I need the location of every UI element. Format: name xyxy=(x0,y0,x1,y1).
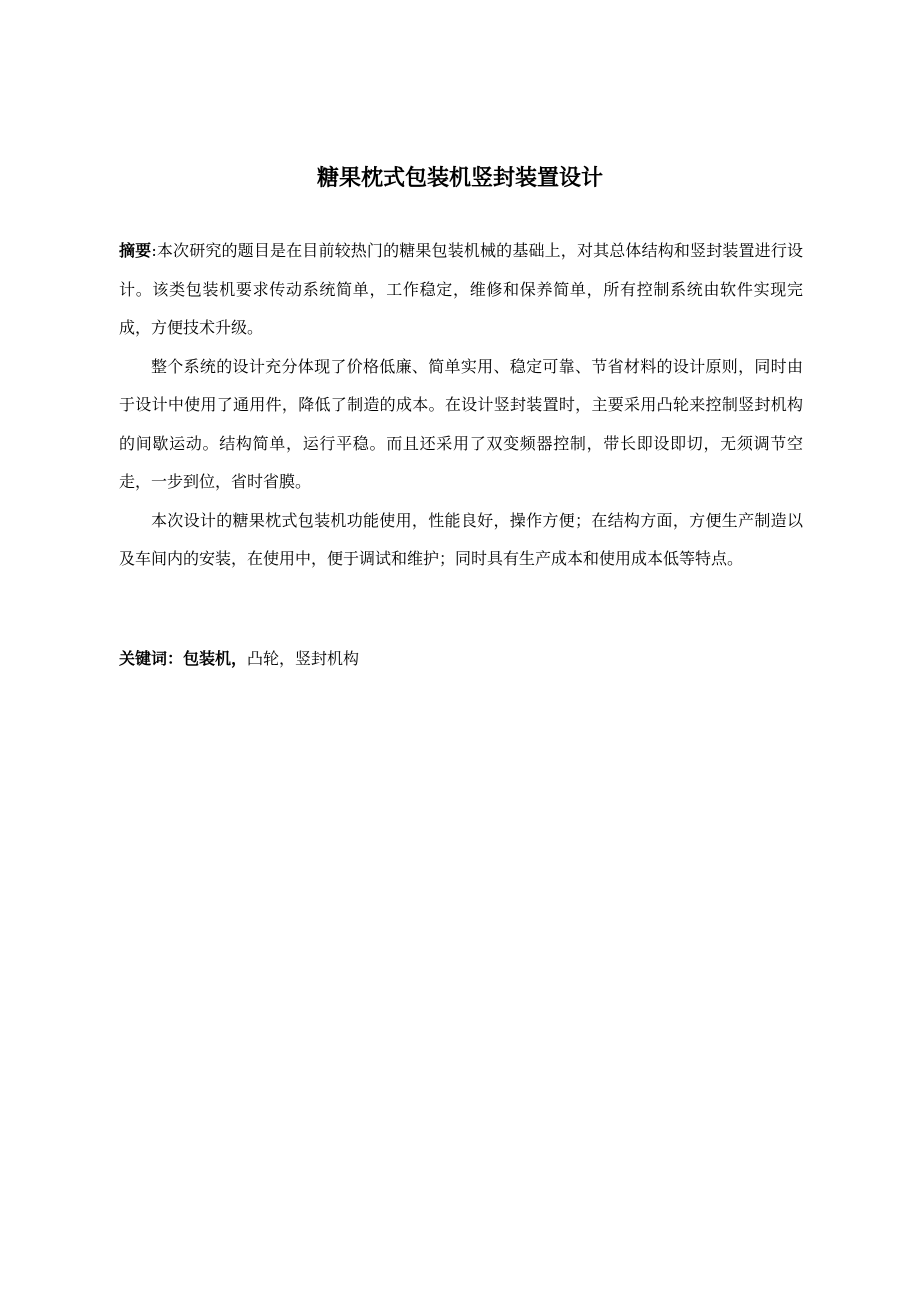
abstract-paragraph-1 xyxy=(119,232,803,348)
keywords-line xyxy=(119,643,803,675)
keyword-first: 包装机， xyxy=(183,649,248,668)
keywords-rest: 凸轮，竖封机构 xyxy=(247,649,360,668)
abstract-paragraph-1-text: 本次研究的题目是在目前较热门的糖果包装机械的基础上，对其总体结构和竖封装置进行设计。该类包装机要求传动系统简单，工作稳定，维修和保养简单，所有控制系统由软件实现完成，方便技术升级。 xyxy=(119,241,803,337)
abstract-section xyxy=(119,232,803,579)
keywords-label: 关键词： xyxy=(119,649,184,668)
abstract-label: 摘要 xyxy=(119,241,152,260)
page-title: 糖果枕式包装机竖封装置设计 xyxy=(316,166,603,191)
abstract-paragraph-3: 本次设计的糖果枕式包装机功能使用，性能良好，操作方便；在结构方面，方便生产制造以及车间内的安装，在使用中，便于调试和维护；同时具有生产成本和使用成本低等特点。 xyxy=(119,510,803,568)
abstract-separator: : xyxy=(151,241,157,260)
abstract-paragraph-2: 整个系统的设计充分体现了价格低廉、简单实用、稳定可靠、节省材料的设计原则，同时由于设计中使用了通用件，降低了制造的成本。在设计竖封装置时，主要采用凸轮来控制竖封机构的间歇运动。结构简单，运行平稳。而且还采用了双变频器控制，带长即设即切，无须调节空走，一步到位，省时省膜。 xyxy=(119,356,803,491)
